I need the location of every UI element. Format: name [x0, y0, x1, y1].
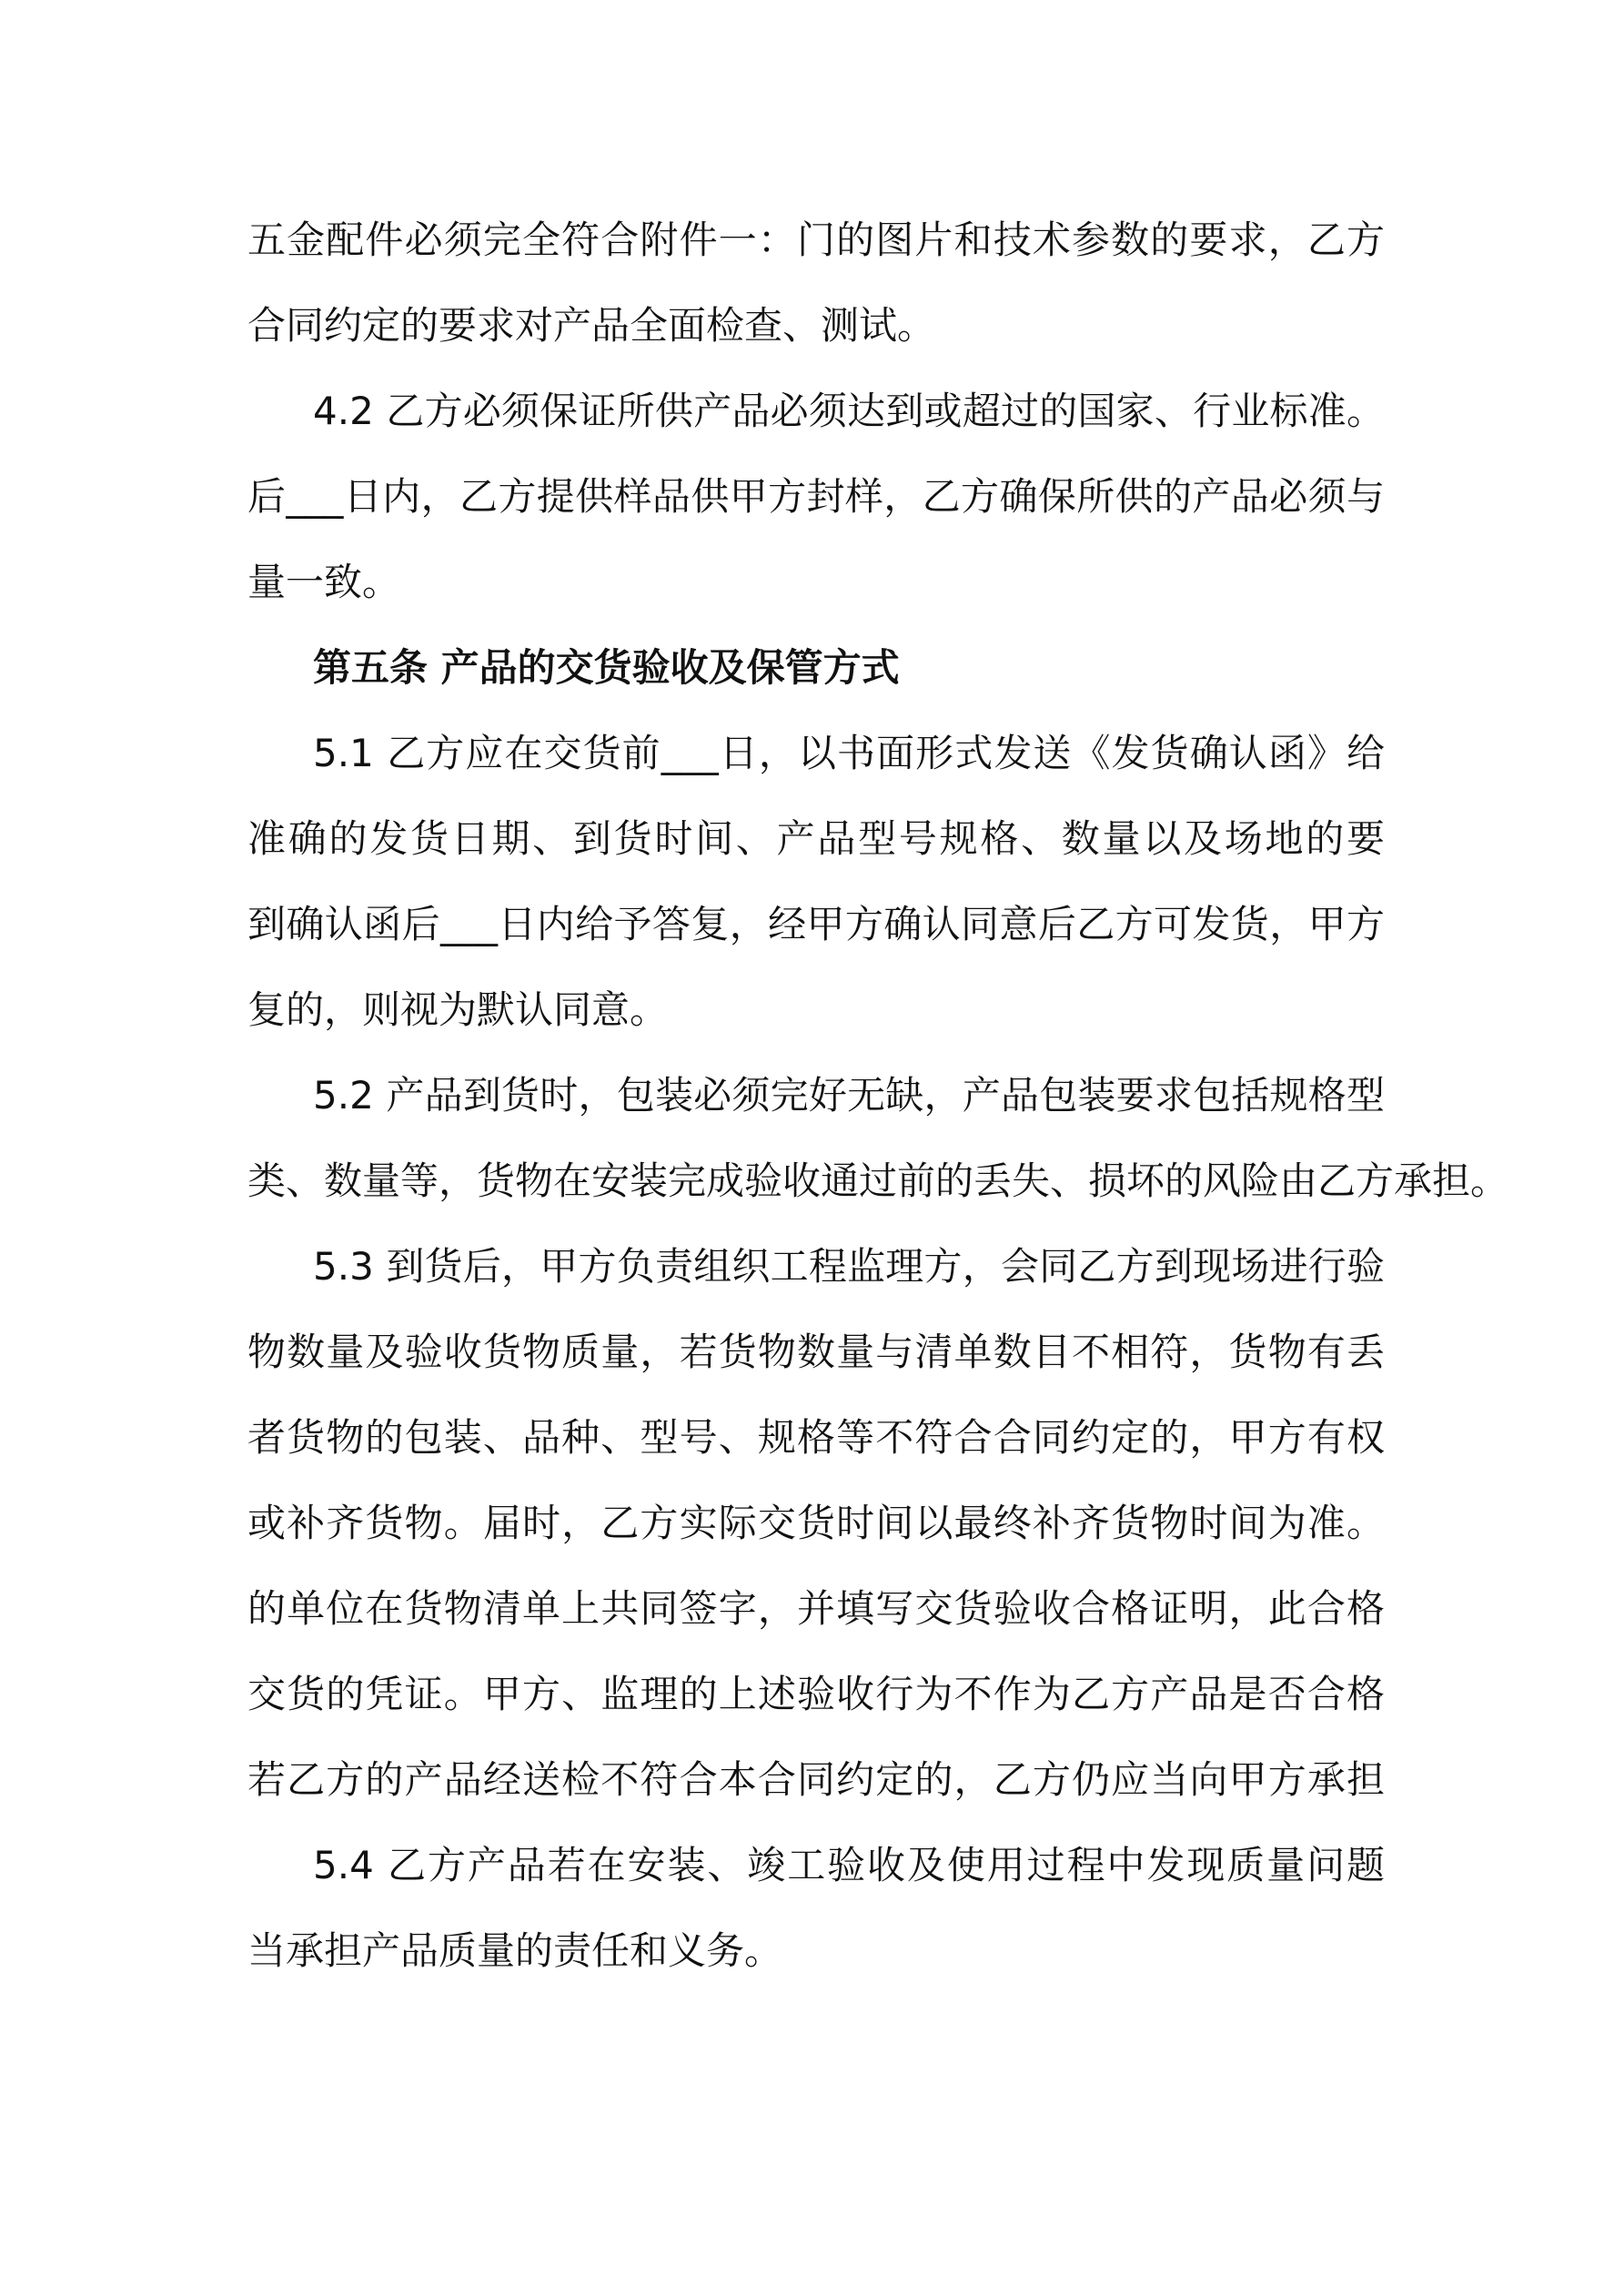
paragraph-line: 者货物的包装、品种、型号、规格等不符合合同约定的，甲方有权 — [247, 1415, 1385, 1460]
paragraph-line: 类、数量等，货物在安装完成验收通过前的丢失、损坏的风险由乙方承担。 — [247, 1158, 1509, 1203]
paragraph-line: 当承担产品质量的责任和义务。 — [247, 1928, 783, 1973]
paragraph-line: 若乙方的产品经送检不符合本合同约定的，乙方仍应当向甲方承担 — [247, 1757, 1385, 1802]
paragraph-line: 物数量及验收货物质量，若货物数量与清单数目不相符，货物有丢 — [247, 1330, 1385, 1374]
section-heading-article-5: 第五条 产品的交货验收及保管方式 — [313, 645, 900, 690]
paragraph-line: 后___日内，乙方提供样品供甲方封样，乙方确保所供的产品必须与 — [247, 474, 1385, 519]
clause-5-1-line: 5.1 乙方应在交货前___日，以书面形式发送《发货确认函》给 — [313, 731, 1385, 775]
paragraph-line: 量一致。 — [247, 560, 401, 604]
paragraph-line: 或补齐货物。届时，乙方实际交货时间以最终补齐货物时间为准。 — [247, 1501, 1385, 1545]
clause-5-4-line: 5.4 乙方产品若在安装、竣工验收及使用过程中发现质量问题 — [313, 1843, 1385, 1887]
clause-5-3-line: 5.3 到货后，甲方负责组织工程监理方，会同乙方到现场进行验 — [313, 1244, 1385, 1289]
document-page — [247, 197, 1509, 1994]
paragraph-line: 复的，则视为默认同意。 — [247, 987, 669, 1032]
paragraph-line: 到确认函后___日内给予答复，经甲方确认同意后乙方可发货，甲方 — [247, 902, 1385, 946]
paragraph-line: 合同约定的要求对产品全面检查、测试。 — [247, 303, 936, 348]
clause-4-2-line: 4.2 乙方必须保证所供产品必须达到或超过的国家、行业标准。 — [313, 389, 1385, 433]
clause-5-2-line: 5.2 产品到货时，包装必须完好无缺，产品包装要求包括规格型 — [313, 1073, 1385, 1118]
paragraph-line: 准确的发货日期、到货时间、产品型号规格、数量以及场地的要 — [247, 816, 1385, 861]
paragraph-line: 交货的凭证。甲方、监理的上述验收行为不作为乙方产品是否合格 — [247, 1672, 1385, 1716]
paragraph-line: 的单位在货物清单上共同签字，并填写交货验收合格证明，此合格 — [247, 1586, 1385, 1631]
paragraph-line: 五金配件必须完全符合附件一：门的图片和技术参数的要求，乙方 — [247, 217, 1385, 262]
